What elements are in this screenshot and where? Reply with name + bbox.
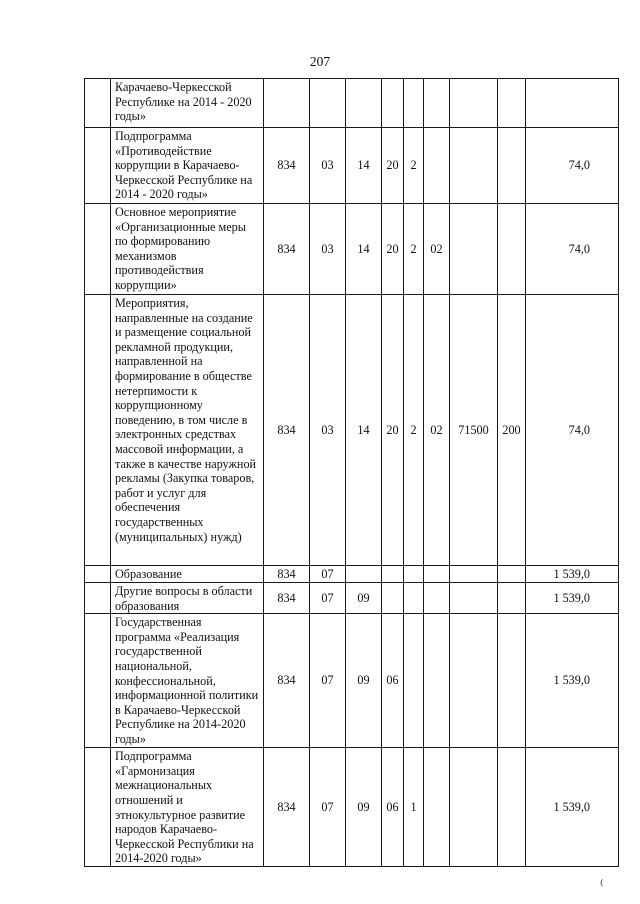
cell-section: 07 xyxy=(310,614,346,748)
row-index-cell xyxy=(85,295,111,566)
cell-program: 06 xyxy=(382,614,404,748)
cell-section: 03 xyxy=(310,128,346,204)
table-row xyxy=(85,79,619,128)
row-index-cell xyxy=(85,614,111,748)
table-row xyxy=(85,295,619,566)
cell-direction: 71500 xyxy=(450,295,498,566)
cell-expense-type xyxy=(498,566,526,583)
cell-ministry: 834 xyxy=(264,128,310,204)
cell-program xyxy=(382,566,404,583)
cell-expense-type xyxy=(498,583,526,614)
cell-expense-type xyxy=(498,748,526,867)
cell-ministry: 834 xyxy=(264,204,310,295)
cell-subsection: 14 xyxy=(346,128,382,204)
cell-event xyxy=(424,79,450,128)
page-number: 207 xyxy=(309,54,331,69)
table-row xyxy=(85,614,619,748)
cell-ministry: 834 xyxy=(264,295,310,566)
cell-amount: 1 539,0 xyxy=(526,566,619,583)
cell-section: 07 xyxy=(310,748,346,867)
row-index-cell xyxy=(85,79,111,128)
cell-amount: 74,0 xyxy=(526,128,619,204)
cell-subsection: 09 xyxy=(346,614,382,748)
cell-expense-type xyxy=(498,79,526,128)
cell-direction xyxy=(450,614,498,748)
cell-ministry xyxy=(264,79,310,128)
cell-amount: 1 539,0 xyxy=(526,583,619,614)
cell-section: 07 xyxy=(310,566,346,583)
cell-event: 02 xyxy=(424,204,450,295)
cell-subprogram xyxy=(404,614,424,748)
cell-direction xyxy=(450,566,498,583)
cell-amount xyxy=(526,79,619,128)
table-row xyxy=(85,566,619,583)
cell-subprogram: 2 xyxy=(404,295,424,566)
cell-subsection xyxy=(346,79,382,128)
cell-subsection: 09 xyxy=(346,748,382,867)
cell-subprogram xyxy=(404,566,424,583)
table-row xyxy=(85,748,619,867)
cell-subprogram xyxy=(404,79,424,128)
cell-name: Образование xyxy=(111,566,264,583)
table-row xyxy=(85,204,619,295)
row-index-cell xyxy=(85,566,111,583)
cell-amount: 74,0 xyxy=(526,204,619,295)
cell-section: 03 xyxy=(310,204,346,295)
cell-subsection: 09 xyxy=(346,583,382,614)
cell-program: 20 xyxy=(382,295,404,566)
cell-section: 07 xyxy=(310,583,346,614)
cell-event xyxy=(424,566,450,583)
cell-subsection: 14 xyxy=(346,204,382,295)
cell-subprogram: 2 xyxy=(404,204,424,295)
row-index-cell xyxy=(85,583,111,614)
cell-section: 03 xyxy=(310,295,346,566)
row-index-cell xyxy=(85,204,111,295)
cell-subsection xyxy=(346,566,382,583)
cell-expense-type: 200 xyxy=(498,295,526,566)
margin-mark: ⁽ xyxy=(600,879,604,894)
cell-ministry: 834 xyxy=(264,748,310,867)
cell-amount: 74,0 xyxy=(526,295,619,566)
cell-name: Другие вопросы в области образования xyxy=(111,583,264,614)
cell-subsection: 14 xyxy=(346,295,382,566)
cell-program: 20 xyxy=(382,128,404,204)
row-index-cell xyxy=(85,128,111,204)
cell-expense-type xyxy=(498,614,526,748)
cell-amount: 1 539,0 xyxy=(526,748,619,867)
cell-event xyxy=(424,583,450,614)
cell-event xyxy=(424,748,450,867)
cell-expense-type xyxy=(498,128,526,204)
cell-name: Мероприятия, направленные на создание и размещение социальной рекламной продукции, направленной на формирование в обществе нетерпимости к коррупционному поведению, в том числе в электронных средствах массовой информации, а также в качестве наружной рекламы (Закупка товаров, работ и услуг для обеспечения государственных (муниципальных) нужд) xyxy=(111,295,264,566)
cell-name: Карачаево-Черкесской Республике на 2014 - 2020 годы» xyxy=(111,79,264,128)
cell-direction xyxy=(450,204,498,295)
cell-amount: 1 539,0 xyxy=(526,614,619,748)
table-row xyxy=(85,583,619,614)
cell-event xyxy=(424,128,450,204)
cell-name: Подпрограмма «Противодействие коррупции в Карачаево-Черкесской Республике на 2014 - 2020 годы» xyxy=(111,128,264,204)
table-row xyxy=(85,128,619,204)
cell-program xyxy=(382,79,404,128)
cell-program: 06 xyxy=(382,748,404,867)
cell-event: 02 xyxy=(424,295,450,566)
cell-program xyxy=(382,583,404,614)
cell-section xyxy=(310,79,346,128)
cell-subprogram: 2 xyxy=(404,128,424,204)
cell-direction xyxy=(450,79,498,128)
cell-subprogram: 1 xyxy=(404,748,424,867)
cell-ministry: 834 xyxy=(264,583,310,614)
cell-direction xyxy=(450,748,498,867)
budget-table xyxy=(84,78,619,867)
cell-expense-type xyxy=(498,204,526,295)
cell-ministry: 834 xyxy=(264,566,310,583)
cell-ministry: 834 xyxy=(264,614,310,748)
cell-subprogram xyxy=(404,583,424,614)
cell-name: Государственная программа «Реализация государственной национальной, конфессиональной, информационной политики в Карачаево-Черкесской Республике на 2014-2020 годы» xyxy=(111,614,264,748)
cell-program: 20 xyxy=(382,204,404,295)
cell-direction xyxy=(450,583,498,614)
row-index-cell xyxy=(85,748,111,867)
cell-name: Основное мероприятие «Организационные меры по формированию механизмов противодействия коррупции» xyxy=(111,204,264,295)
cell-direction xyxy=(450,128,498,204)
cell-name: Подпрограмма «Гармонизация межнациональных отношений и этнокультурное развитие народов Карачаево-Черкесской Республики на 2014-2020 годы» xyxy=(111,748,264,867)
cell-event xyxy=(424,614,450,748)
